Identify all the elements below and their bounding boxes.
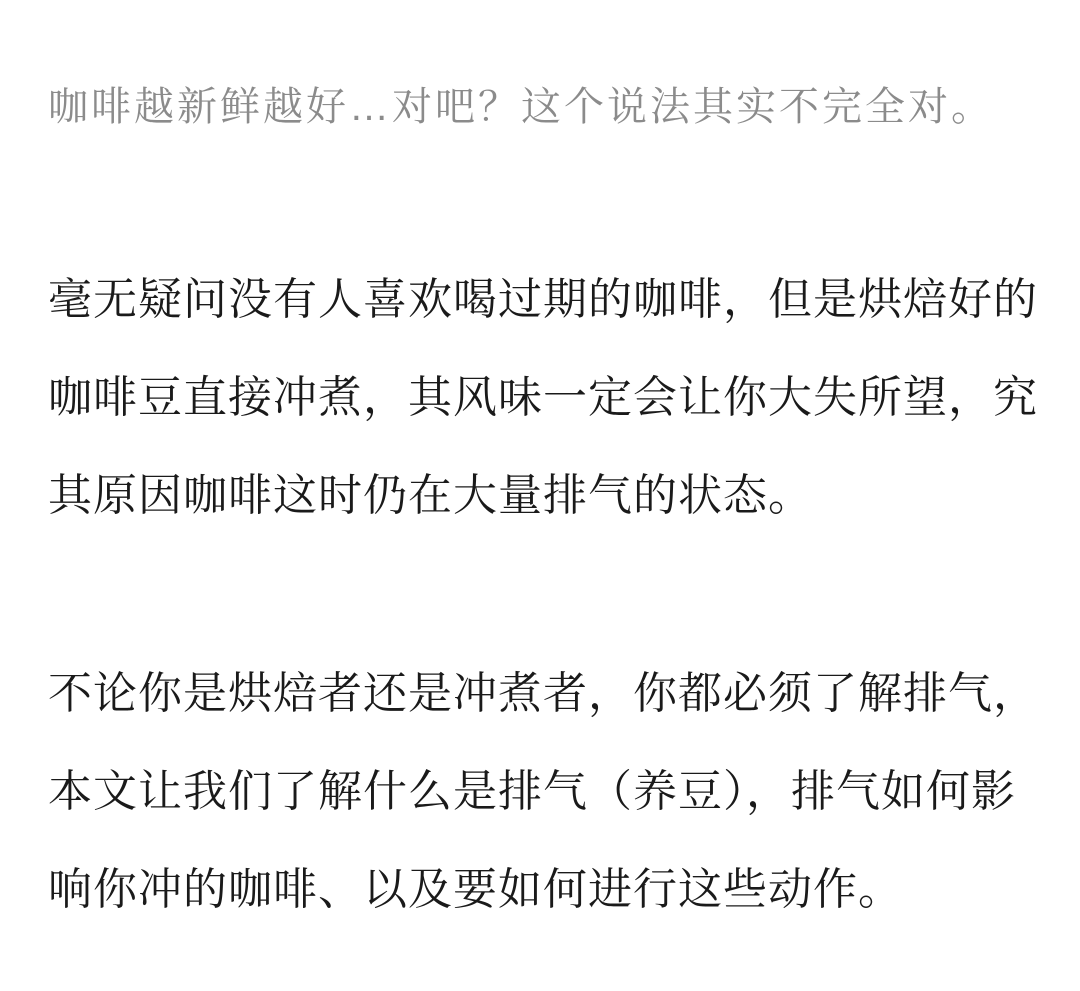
intro-line: 咖啡越新鲜越好…对吧？这个说法其实不完全对。 [48, 85, 994, 129]
text-line: 毫无疑问没有人喜欢喝过期的咖啡，但是烘焙好的 [48, 275, 1038, 324]
text-line: 咖啡豆直接冲煮，其风味一定会让你大失所望，究 [48, 373, 1038, 422]
text-line: 本文让我们了解什么是排气（养豆），排气如何影 [48, 767, 1016, 816]
text-line: 不论你是烘焙者还是冲煮者，你都必须了解排气， [48, 669, 1038, 718]
text-line: 响你冲的咖啡、以及要如何进行这些动作。 [48, 865, 903, 914]
paragraph [48, 645, 1040, 939]
paragraph [48, 251, 1040, 545]
text-line: 其原因咖啡这时仍在大量排气的状态。 [48, 471, 813, 520]
